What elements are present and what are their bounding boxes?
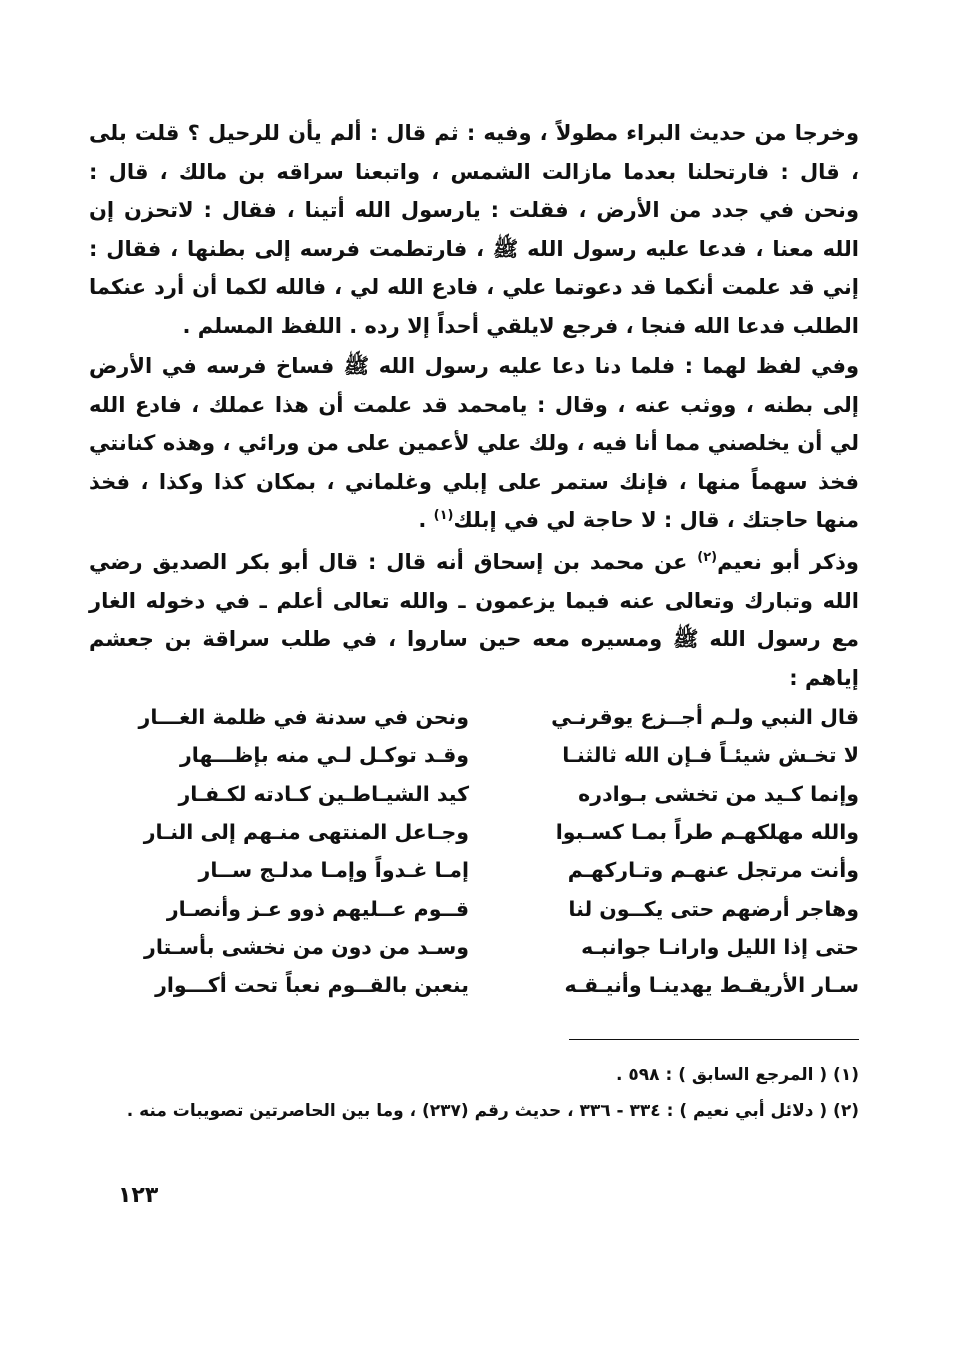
verse-first-hemistich: حتى إذا الليل وارانـا جوانبـه [581,934,859,959]
verse-second-hemistich: ينعبن بالقــوم نعباً تحت أكـــوار [155,973,469,998]
paragraph-2 [89,347,859,540]
verse-first-hemistich: قال النبي ولـم أجــزع يوقرنـي [551,705,859,730]
footnote-divider [569,1039,859,1040]
poem-verse [89,966,859,1004]
verse-second-hemistich: كيد الشيـاطـين كـادته لكـفـار [178,781,469,806]
poem-verse [89,851,859,889]
verse-second-hemistich: قــوم عــليهم ذوو عـز وأنصـار [166,896,469,921]
page-number: ١٢٣ [118,1183,159,1208]
paragraph-1: وخرجا من حديث البراء مطولاً ، وفيه : ثم قال : ألم يأن للرحيل ؟ قلت بلى ، قال : فارتحلنا بعدما مازالت الشمس ، واتبعنا سراقه بن مالك ، قال : ونحن في جدد من الأرض ، فقلت : يارسول الله أتينا ، فقال : لاتحزن إن الله معنا ، فدعا عليه رسول الله ﷺ ، فارتطمت فرسه إلى بطنها ، فقال : إني قد علمت أنكما قد دعوتما علي ، فادع الله لي ، فالله لكما أن أرد عنكما الطلب فدعا الله فنجا ، فرجع لايلقي أحداً إلا رده . اللفظ المسلم . [89,121,859,338]
verse-second-hemistich: وقـد توكـل لـي منه بإظـــهار [179,743,469,768]
poem-verse [89,775,859,813]
footnote-ref-1: (١) [433,508,454,523]
footnote-ref-2: (٢) [697,550,718,565]
verse-first-hemistich: لا تخـش شيئـاً فـإن الله ثالثنـا [562,743,859,768]
poem-verse [89,698,859,736]
verse-second-hemistich: وجـاعل المنتهى منـهم إلى النـار [143,820,469,845]
verse-first-hemistich: سـار الأريقـط يهدينـا وأنيـقـه [564,973,859,998]
paragraph-2-text: وفي لفظ لهما : فلما دنا دعا عليه رسول الله ﷺ فساخ فرسه في الأرض إلى بطنه ، ووثب عنه ، وقال : يامحمد قد علمت أن هذا عملك ، فادع الله لي أن يخلصني مما أنا فيه ، ولك علي لأعمين على من ورائي ، وهذه كنانتي فخذ سهماً منها ، فإنك ستمر على إبلي وغلماني ، بمكان كذا وكذا ، فخذ منها حاجتك ، قال : لا حاجة لي في إبلك [89,354,859,532]
footnote-1: (١) ( المرجع السابق ) : ٥٩٨ . [616,1065,859,1085]
poem-verse [89,813,859,851]
poem-verse [89,889,859,927]
verse-first-hemistich: وأنت مرتجل عنهـم وتـاركهـم [567,858,859,883]
verse-first-hemistich: والله مهلكهـم طراً بمـا كسـبوا [555,820,859,845]
paragraph-3-text: عن محمد بن إسحاق أنه قال : قال أبو بكر الصديق رضي الله وتبارك وتعالى عنه فيما يزعمون ـ والله تعالى أعلم ـ في دخوله الغار مع رسول الله ﷺ ومسيره معه حين ساروا ، في طلب سراقة بن جعشم إياهم : [89,550,859,690]
poem-verse [89,928,859,966]
poem-verse [89,736,859,774]
footnote-2: (٢) ( دلائل أبي نعيم ) : ٣٣٤ - ٣٣٦ ، حديث رقم (٢٣٧) ، وما بين الحاصرتين تصويبات منه . [126,1101,859,1121]
footnotes [89,1057,859,1129]
verse-first-hemistich: وإنما كـيد من تخشى بـوادره [578,781,859,806]
verse-second-hemistich: وسـد من دون من نخشى بأسـتار [144,934,469,959]
paragraph-3-start: وذكر أبو نعيم [717,550,859,574]
paragraph-2-end: . [418,508,434,532]
verse-second-hemistich: إمـا غـدواً وإمـا مدلـج ســار [198,858,469,883]
paragraph-3 [89,543,859,697]
verse-second-hemistich: ونحن في سدنة في ظلمة الغـــار [138,705,469,730]
poem [89,698,859,1004]
verse-first-hemistich: وهاجر أرضهم حتى يكــون لنا [568,896,859,921]
